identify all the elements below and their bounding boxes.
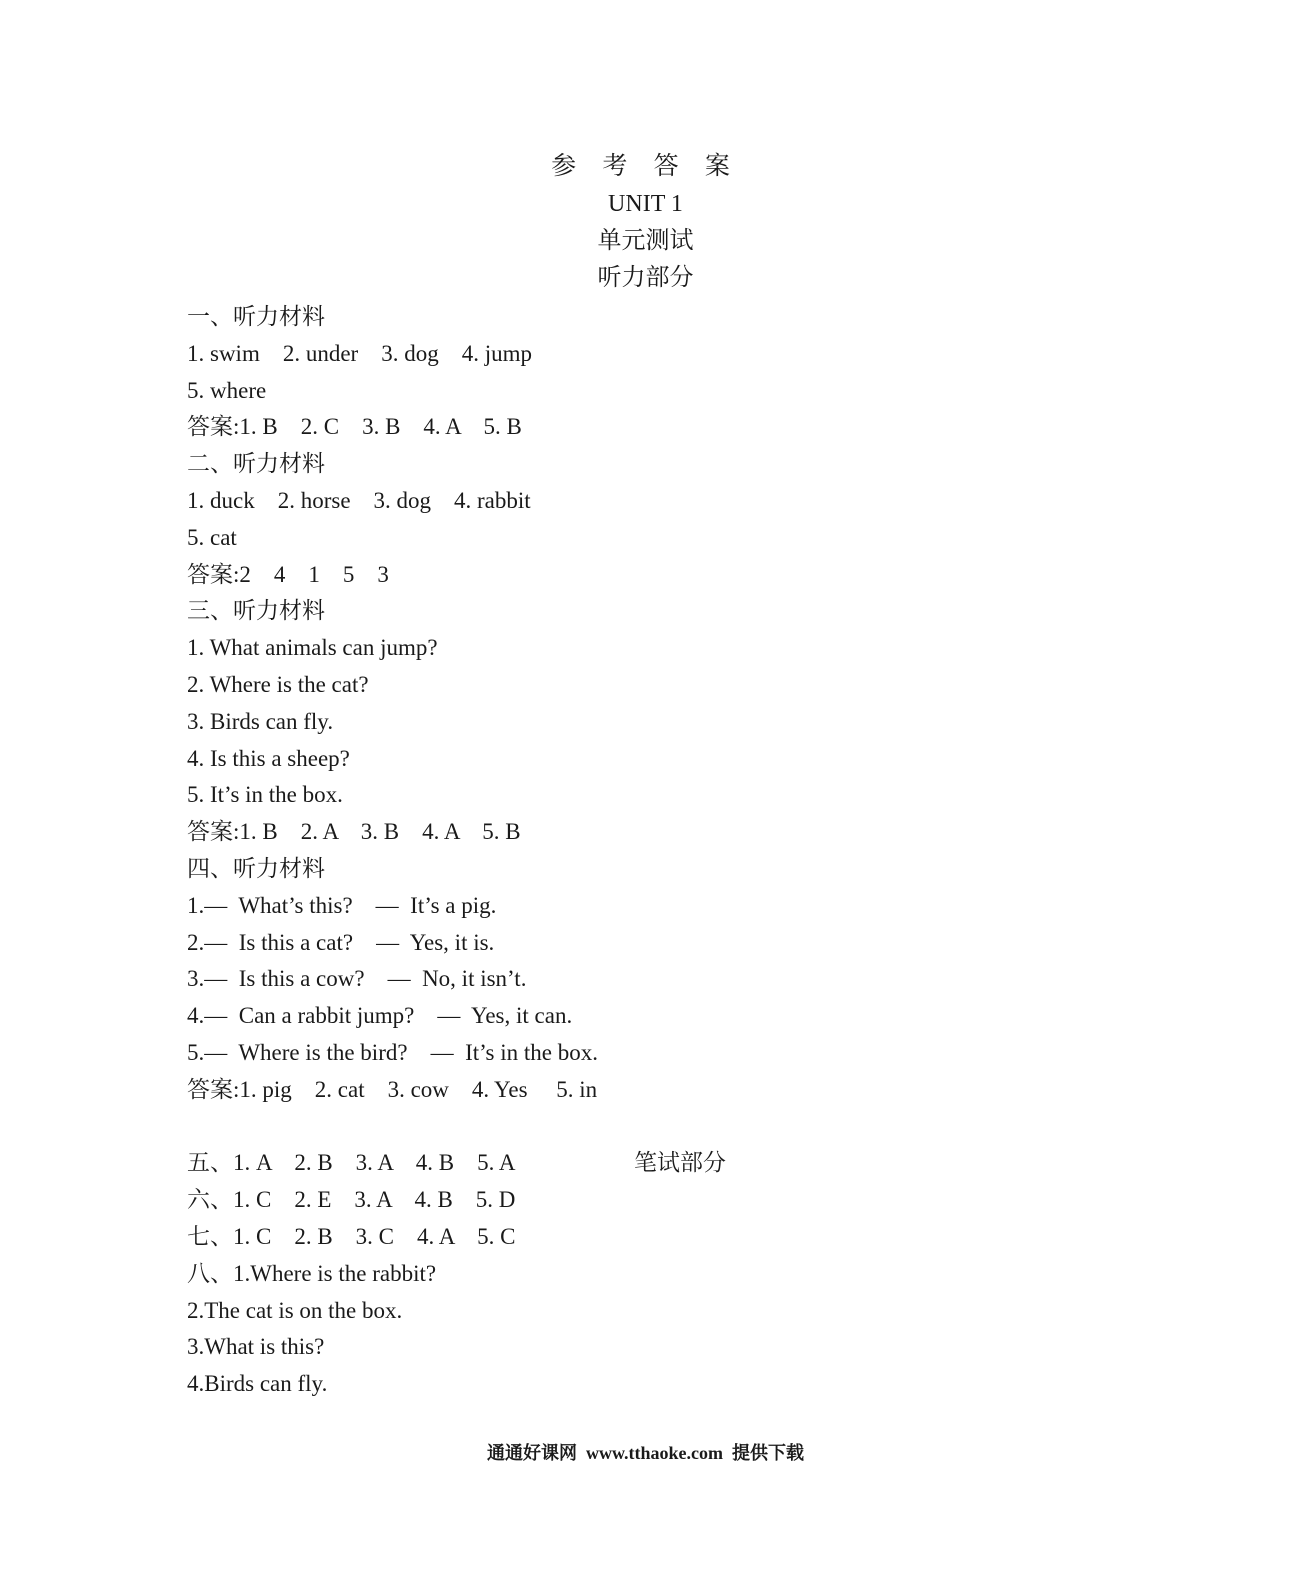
section-6-answers: 六、1. C 2. E 3. A 4. B 5. D — [187, 1187, 516, 1213]
section-8-answer-2: 2.The cat is on the box. — [187, 1297, 403, 1323]
section-2-material-line-2: 5. cat — [187, 524, 237, 550]
section-3-material-line-2: 2. Where is the cat? — [187, 671, 369, 697]
test-heading: 单元测试 — [597, 228, 694, 254]
section-2-material-line-1: 1. duck 2. horse 3. dog 4. rabbit — [187, 487, 531, 513]
page-footer: 通通好课网 www.tthaoke.com 提供下载 — [487, 1443, 804, 1463]
written-section-heading-text: 笔试部分 — [634, 1150, 726, 1176]
section-4-answers: 答案:1. pig 2. cat 3. cow 4. Yes 5. in — [187, 1076, 598, 1102]
listening-section-heading: 听力部分 — [597, 265, 694, 291]
section-4-dialog-5: 5.— Where is the bird? — It’s in the box. — [187, 1039, 598, 1065]
section-4-dialog-1: 1.— What’s this? — It’s a pig. — [187, 892, 497, 918]
page-title: 参 考 答 案 — [551, 153, 740, 180]
section-3-material-line-4: 4. Is this a sheep? — [187, 745, 350, 771]
section-5-answers: 五、1. A 2. B 3. A 4. B 5. A — [187, 1150, 516, 1176]
section-1-heading: 一、听力材料 — [187, 304, 325, 329]
section-8-answer-3: 3.What is this? — [187, 1334, 325, 1360]
section-3-material-line-5: 5. It’s in the box. — [187, 782, 343, 808]
section-3-material-line-3: 3. Birds can fly. — [187, 708, 334, 734]
section-3-answers: 答案:1. B 2. A 3. B 4. A 5. B — [187, 819, 521, 845]
section-3-heading: 三、听力材料 — [187, 598, 325, 624]
section-4-dialog-4: 4.— Can a rabbit jump? — Yes, it can. — [187, 1003, 573, 1029]
section-1-answers: 答案:1. B 2. C 3. B 4. A 5. B — [187, 414, 522, 440]
section-2-answers: 答案:2 4 1 5 3 — [187, 561, 389, 587]
section-1-material-line-2: 5. where — [187, 377, 267, 403]
section-4-dialog-3: 3.— Is this a cow? — No, it isn’t. — [187, 966, 527, 992]
section-3-material-line-1: 1. What animals can jump? — [187, 635, 438, 661]
answer-lines — [187, 299, 1087, 1403]
section-4-heading: 四、听力材料 — [187, 855, 325, 881]
section-8-answer-4: 4.Birds can fly. — [187, 1371, 328, 1397]
section-7-answers: 七、1. C 2. B 3. C 4. A 5. C — [187, 1223, 516, 1249]
unit-heading: UNIT 1 — [608, 191, 683, 217]
section-4-dialog-2: 2.— Is this a cat? — Yes, it is. — [187, 929, 495, 955]
section-2-heading: 二、听力材料 — [187, 451, 325, 477]
section-8-answer-1: 八、1.Where is the rabbit? — [187, 1260, 437, 1286]
section-1-material-line-1: 1. swim 2. under 3. dog 4. jump — [187, 340, 532, 366]
